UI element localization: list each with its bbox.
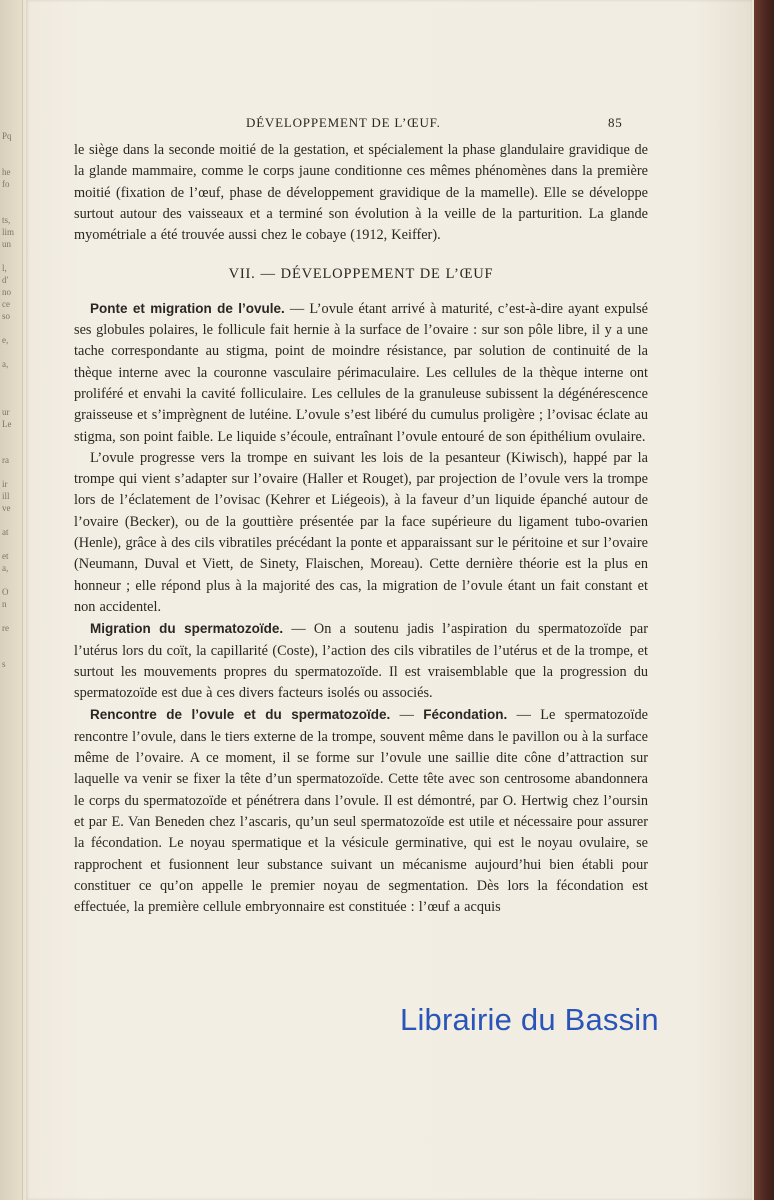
- seller-watermark: Librairie du Bassin: [400, 1002, 659, 1037]
- paragraph-body: — On a soutenu jadis l’aspiration du spermatozoïde par l’utérus lors du coït, la capillarité (Coste), l’action des cils vibratiles de l’utérus et de la trompe, et surtout les mouvements propres du spermatozoïde. Il est vraisemblable que la progression du spermatozoïde est due à ces divers facteurs isolés ou associés.: [74, 621, 649, 702]
- paragraph-heading: Migration du spermatozoïde.: [90, 621, 284, 637]
- running-header: [26, 115, 752, 135]
- paragraph-body: — Le spermatozoïde rencontre l’ovule, dans le tiers externe de la trompe, souvent même dans le pavillon ou à la surface même de l’ovaire. A ce moment, il se forme sur l’ovule une saillie dite cône d’attraction sur laquelle va venir se fixer la tête d’un spermatozoïde. Cette tête avec son centrosome abandonnera le corps du spermatozoïde et pénétrera dans l’ovule. Il est démontré, par O. Hertwig chez l’oursin et par E. Van Beneden chez l’ascaris, qu’un seul spermatozoïde est utile et nécessaire pour assurer la fécondation. Le noyau spermatique et la vésicule germinative, qui est le noyau ovulaire, se rapprochent et fusionnent leur substance suivant un mécanisme aujourd’hui bien établi pour constituer ce qu’on appelle le premier noyau de segmentation. Dès lors la fécondation est effectuée, la première cellule embryonnaire est constituée : l’œuf a acquis: [74, 707, 648, 916]
- paragraph-migration: [74, 618, 648, 704]
- body-text: [74, 140, 648, 918]
- paragraph-fecondation: [74, 704, 648, 918]
- paragraph-heading: Ponte et migration de l’ovule.: [90, 300, 285, 316]
- book-cover-edge: [754, 0, 774, 1200]
- paragraph-subheading: Fécondation.: [423, 707, 508, 723]
- paragraph-ponte: [74, 298, 648, 448]
- running-title: DÉVELOPPEMENT DE L’ŒUF.: [246, 115, 441, 130]
- paragraph-progression: L’ovule progresse vers la trompe en suivant les lois de la pesanteur (Kiwisch), happé par la trompe qui vient s’adapter sur l’ovaire (Haller et Rouget), par projection de l’ovule vers la trompe lors de l’éclatement de l’ovisac (Kehrer et Liégeois), à la faveur d’un liquide épanché autour de l’ovaire (Becker), ou de la gouttière présentée par la face supérieure du ligament tubo-ovarien (Henle), grâce à des cils vibratiles précédant la ponte et apparaissant sur le péritoine et sur l’ovaire (Neumann, Duval et Viett, de Sinety, Flaischen, Moreau). Cette dernière théorie est la plus en honneur ; elle répond plus à la majorité des cas, la migration de l’ovule étant un fait constant et non accidentel.: [74, 449, 648, 615]
- section-title: VII. — DÉVELOPPEMENT DE L’ŒUF: [228, 266, 494, 283]
- paragraph-heading: Rencontre de l’ovule et du spermatozoïde.: [90, 707, 391, 723]
- previous-page-edge: [0, 0, 23, 1200]
- intro-paragraph: le siège dans la seconde moitié de la gestation, et spécialement la phase glandulaire gravidique de la glande mammaire, comme le corps jaune conditionne ces mêmes phénomènes dans la première moitié (fixation de l’œuf, phase de développement gravidique de la mamelle). Elle se développe surtout autour des vaisseaux et a terminé son évolution à la veille de la parturition. La glande myométriale a été trouvée aussi chez le cobaye (1912, Keiffer).: [74, 142, 648, 244]
- paragraph-body: — L’ovule étant arrivé à maturité, c’est-à-dire ayant expulsé ses globules polaires, le follicule fait hernie à la surface de l’ovaire : sur son pôle libre, il y a une tache correspondante au stigma, point de moindre résistance, par solution de continuité de la thèque interne avec la couronne vasculaire périmaculaire. Les cellules de la thèque interne ont proliféré et envahi la cavité folliculaire. Les cellules de la granuleuse subissent la dégénérescence graisseuse et s’imprègnent de lutéine. L’ovule s’est libéré du cumulus proligère ; l’ovisac éclate au stigma, son point faible. Le liquide s’écoule, entraînant l’ovule entouré de son épithélium ovulaire.: [74, 300, 648, 445]
- page-number: 85: [608, 115, 623, 130]
- bleed-through-text: Pq he fo ts, lim un l, d' no ce so e, a, ur Le ra ir ill ve at et a, O n re s: [2, 131, 15, 669]
- heading-separator: —: [390, 707, 424, 724]
